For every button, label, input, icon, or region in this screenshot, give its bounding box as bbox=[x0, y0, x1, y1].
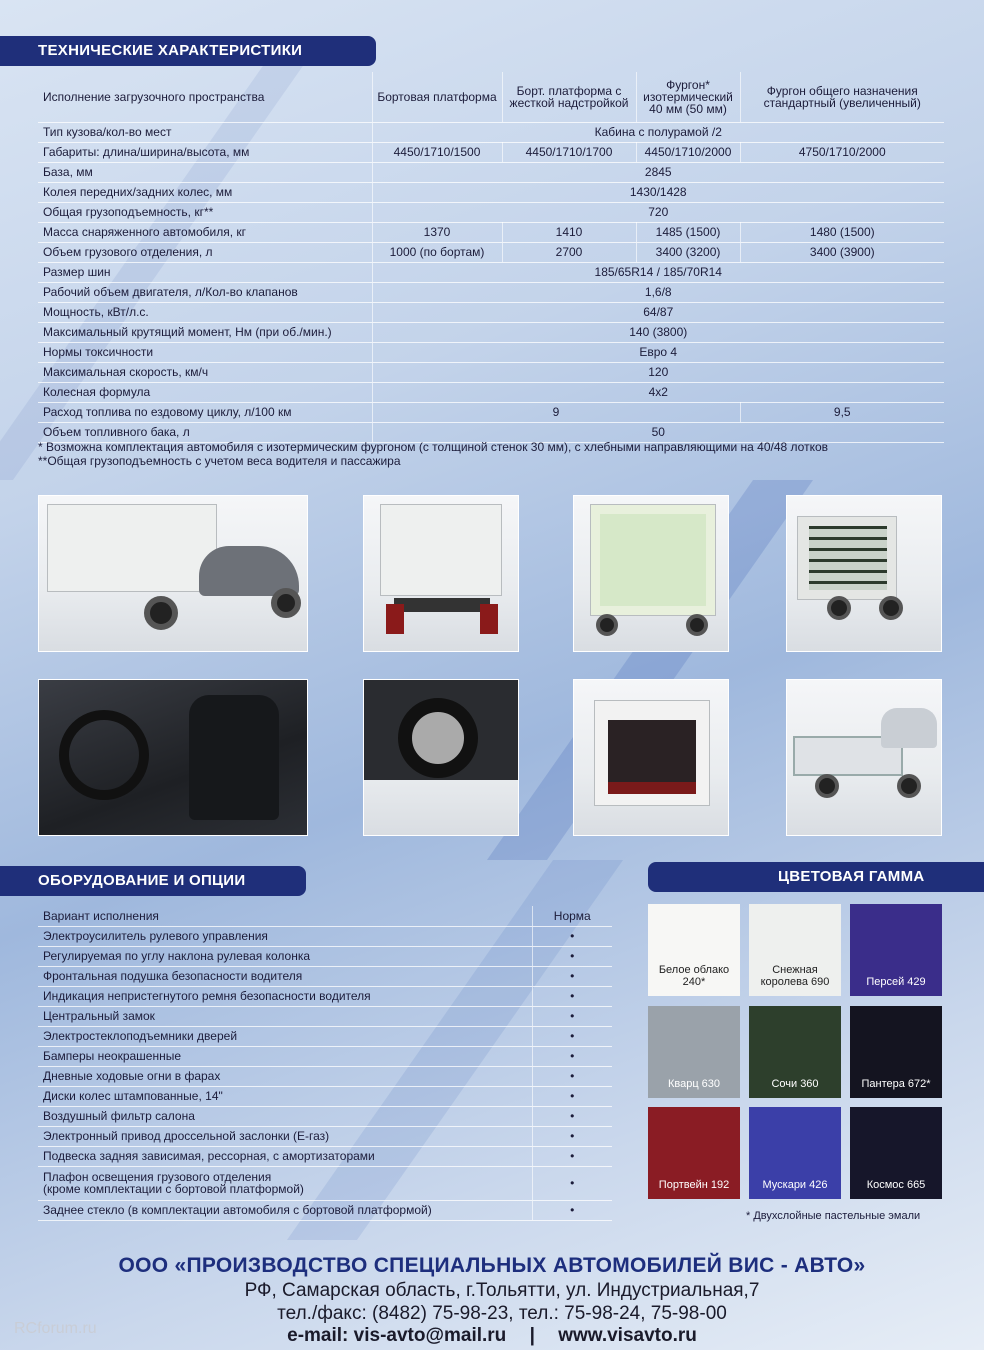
spec-value: 1485 (1500) bbox=[636, 222, 740, 242]
spec-label: Колея передних/задних колес, мм bbox=[38, 182, 372, 202]
footnote-capacity: **Общая грузоподъемность с учетом веса водителя и пассажира bbox=[38, 454, 401, 468]
photo-van-open bbox=[573, 495, 729, 652]
table-row bbox=[38, 282, 944, 302]
equipment-item-line1: Плафон освещения грузового отделения bbox=[43, 1170, 272, 1184]
table-row bbox=[38, 222, 944, 242]
color-swatch-label: Сочи 360 bbox=[771, 1078, 819, 1090]
spec-label: Расход топлива по ездовому циклу, л/100 км bbox=[38, 402, 372, 422]
table-row bbox=[38, 966, 612, 986]
standard-mark: • bbox=[532, 1166, 612, 1200]
spec-value: 1,6/8 bbox=[372, 282, 944, 302]
equipment-header-mark: Норма bbox=[532, 906, 612, 926]
color-swatch-label: Портвейн 192 bbox=[658, 1179, 730, 1191]
color-swatch-label: Персей 429 bbox=[866, 976, 926, 988]
spec-col-header: Фургон* изотермический 40 мм (50 мм) bbox=[636, 72, 740, 122]
table-row bbox=[38, 202, 944, 222]
table-row bbox=[38, 422, 944, 442]
equipment-item-line2: (кроме комплектации с бортовой платформой) bbox=[43, 1182, 304, 1196]
spec-value: 4450/1710/1500 bbox=[372, 142, 502, 162]
spec-label: Максимальная скорость, км/ч bbox=[38, 362, 372, 382]
spec-value: 1430/1428 bbox=[372, 182, 944, 202]
equipment-item: Заднее стекло (в комплектации автомобиля с бортовой платформой) bbox=[38, 1200, 532, 1220]
color-swatch bbox=[749, 1107, 841, 1199]
spec-label: Максимальный крутящий момент, Нм (при об./мин.) bbox=[38, 322, 372, 342]
spec-value: 2700 bbox=[502, 242, 636, 262]
color-swatch-label: Белое облако 240* bbox=[658, 964, 730, 988]
spec-value: 4x2 bbox=[372, 382, 944, 402]
photo-van-side bbox=[38, 495, 308, 652]
equipment-item: Бамперы неокрашенные bbox=[38, 1046, 532, 1066]
table-row bbox=[38, 926, 612, 946]
website-link[interactable]: www.visavto.ru bbox=[558, 1325, 697, 1346]
photo-van-racks bbox=[786, 495, 942, 652]
spec-label: Масса снаряженного автомобиля, кг bbox=[38, 222, 372, 242]
standard-mark: • bbox=[532, 986, 612, 1006]
spec-value: 64/87 bbox=[372, 302, 944, 322]
table-row bbox=[38, 122, 944, 142]
spec-label: Габариты: длина/ширина/высота, мм bbox=[38, 142, 372, 162]
spec-value: 185/65R14 / 185/70R14 bbox=[372, 262, 944, 282]
table-row bbox=[38, 262, 944, 282]
spec-label: Мощность, кВт/л.с. bbox=[38, 302, 372, 322]
photo-spare-wheel bbox=[363, 679, 519, 836]
equipment-item: Подвеска задняя зависимая, рессорная, с амортизаторами bbox=[38, 1146, 532, 1166]
spec-value: 50 bbox=[372, 422, 944, 442]
color-swatch-label: Космос 665 bbox=[866, 1179, 926, 1191]
standard-mark: • bbox=[532, 1126, 612, 1146]
company-address: РФ, Самарская область, г.Тольятти, ул. Индустриальная,7 bbox=[244, 1280, 760, 1301]
spec-value: 2845 bbox=[372, 162, 944, 182]
spec-header-label: Исполнение загрузочного пространства bbox=[38, 72, 372, 122]
spec-value: 1370 bbox=[372, 222, 502, 242]
email-link[interactable]: e-mail: vis-avto@mail.ru bbox=[287, 1325, 507, 1346]
contacts-line bbox=[0, 1325, 984, 1347]
standard-mark: • bbox=[532, 1106, 612, 1126]
photo-flatbed bbox=[786, 679, 942, 836]
equipment-table bbox=[38, 906, 612, 1221]
equipment-item: Фронтальная подушка безопасности водителя bbox=[38, 966, 532, 986]
spec-label: Объем грузового отделения, л bbox=[38, 242, 372, 262]
table-row bbox=[38, 302, 944, 322]
spec-value: 9 bbox=[372, 402, 740, 422]
standard-mark: • bbox=[532, 1146, 612, 1166]
spec-value: Евро 4 bbox=[372, 342, 944, 362]
spec-value: 120 bbox=[372, 362, 944, 382]
table-row bbox=[38, 1166, 612, 1200]
table-row bbox=[38, 1126, 612, 1146]
equipment-item bbox=[38, 1166, 532, 1200]
table-row bbox=[38, 402, 944, 422]
spec-label: Объем топливного бака, л bbox=[38, 422, 372, 442]
contacts-separator: | bbox=[529, 1325, 535, 1346]
table-row bbox=[38, 242, 944, 262]
photo-van-rear bbox=[363, 495, 519, 652]
table-row bbox=[38, 142, 944, 162]
tech-section-header: ТЕХНИЧЕСКИЕ ХАРАКТЕРИСТИКИ bbox=[0, 36, 376, 66]
equipment-item: Электроусилитель рулевого управления bbox=[38, 926, 532, 946]
table-row bbox=[38, 1006, 612, 1026]
table-row bbox=[38, 1046, 612, 1066]
standard-mark: • bbox=[532, 1006, 612, 1026]
table-row bbox=[38, 182, 944, 202]
spec-col-header: Фургон общего назначения стандартный (увеличенный) bbox=[740, 72, 944, 122]
color-swatch-label: Мускари 426 bbox=[762, 1179, 828, 1191]
spec-value: 140 (3800) bbox=[372, 322, 944, 342]
color-swatch bbox=[648, 1107, 740, 1199]
equipment-header-label: Вариант исполнения bbox=[38, 906, 532, 926]
spec-label: Колесная формула bbox=[38, 382, 372, 402]
spec-value: 9,5 bbox=[740, 402, 944, 422]
spec-label: База, мм bbox=[38, 162, 372, 182]
spec-value: 1410 bbox=[502, 222, 636, 242]
table-row bbox=[38, 1026, 612, 1046]
table-row bbox=[38, 986, 612, 1006]
tech-spec-table bbox=[38, 72, 944, 443]
table-row bbox=[38, 946, 612, 966]
standard-mark: • bbox=[532, 1086, 612, 1106]
standard-mark: • bbox=[532, 1046, 612, 1066]
standard-mark: • bbox=[532, 946, 612, 966]
table-row bbox=[38, 362, 944, 382]
footnote-isothermal: * Возможна комплектация автомобиля с изотермическим фургоном (с толщиной стенок 30 мм), с хлебными направляющими на 40/48 лотков bbox=[38, 440, 829, 454]
spec-col-header: Бортовая платформа bbox=[372, 72, 502, 122]
standard-mark: • bbox=[532, 1026, 612, 1046]
spec-label: Нормы токсичности bbox=[38, 342, 372, 362]
colors-section-header: ЦВЕТОВАЯ ГАММА bbox=[648, 862, 984, 892]
spec-label: Общая грузоподъемность, кг** bbox=[38, 202, 372, 222]
equipment-item: Регулируемая по углу наклона рулевая колонка bbox=[38, 946, 532, 966]
color-swatch bbox=[850, 1107, 942, 1199]
color-swatch bbox=[648, 904, 740, 996]
color-swatch bbox=[749, 904, 841, 996]
spec-label: Тип кузова/кол-во мест bbox=[38, 122, 372, 142]
table-row bbox=[38, 322, 944, 342]
equipment-item: Диски колес штампованные, 14" bbox=[38, 1086, 532, 1106]
table-row bbox=[38, 1066, 612, 1086]
standard-mark: • bbox=[532, 966, 612, 986]
color-swatch-label: Кварц 630 bbox=[667, 1078, 721, 1090]
spec-value: 1000 (по бортам) bbox=[372, 242, 502, 262]
colors-footnote: * Двухслойные пастельные эмали bbox=[746, 1210, 921, 1222]
color-swatch-label: Снежная королева 690 bbox=[760, 964, 830, 988]
company-phones: тел./факс: (8482) 75-98-23, тел.: 75-98-24, 75-98-00 bbox=[277, 1303, 727, 1324]
spec-value: 4450/1710/1700 bbox=[502, 142, 636, 162]
table-row bbox=[38, 342, 944, 362]
standard-mark: • bbox=[532, 1066, 612, 1086]
equipment-item: Центральный замок bbox=[38, 1006, 532, 1026]
table-row bbox=[38, 1200, 612, 1220]
photo-interior bbox=[38, 679, 308, 836]
equipment-item: Электростеклоподъемники дверей bbox=[38, 1026, 532, 1046]
table-row bbox=[38, 382, 944, 402]
standard-mark: • bbox=[532, 926, 612, 946]
color-swatch-label: Пантера 672* bbox=[861, 1078, 931, 1090]
table-row bbox=[38, 162, 944, 182]
equipment-item: Дневные ходовые огни в фарах bbox=[38, 1066, 532, 1086]
spec-value: Кабина с полурамой /2 bbox=[372, 122, 944, 142]
color-swatch bbox=[749, 1006, 841, 1098]
standard-mark: • bbox=[532, 1200, 612, 1220]
equipment-item: Воздушный фильтр салона bbox=[38, 1106, 532, 1126]
table-row bbox=[38, 1146, 612, 1166]
spec-label: Размер шин bbox=[38, 262, 372, 282]
color-swatch bbox=[850, 904, 942, 996]
spec-value: 3400 (3900) bbox=[740, 242, 944, 262]
table-row bbox=[38, 1086, 612, 1106]
spec-value: 4450/1710/2000 bbox=[636, 142, 740, 162]
color-swatch bbox=[850, 1006, 942, 1098]
spec-label: Рабочий объем двигателя, л/Кол-во клапанов bbox=[38, 282, 372, 302]
spec-value: 720 bbox=[372, 202, 944, 222]
spec-value: 3400 (3200) bbox=[636, 242, 740, 262]
equipment-section-header: ОБОРУДОВАНИЕ И ОПЦИИ bbox=[0, 866, 306, 896]
spec-col-header: Борт. платформа с жесткой надстройкой bbox=[502, 72, 636, 122]
table-row bbox=[38, 72, 944, 122]
watermark: RCforum.ru bbox=[14, 1320, 97, 1337]
table-row bbox=[38, 1106, 612, 1126]
color-swatch bbox=[648, 1006, 740, 1098]
spec-value: 4750/1710/2000 bbox=[740, 142, 944, 162]
table-row bbox=[38, 906, 612, 926]
spec-value: 1480 (1500) bbox=[740, 222, 944, 242]
equipment-item: Электронный привод дроссельной заслонки (Е-газ) bbox=[38, 1126, 532, 1146]
photo-hardtop bbox=[573, 679, 729, 836]
company-name: ООО «ПРОИЗВОДСТВО СПЕЦИАЛЬНЫХ АВТОМОБИЛЕЙ ВИС - АВТО» bbox=[118, 1254, 866, 1277]
equipment-item: Индикация непристегнутого ремня безопасности водителя bbox=[38, 986, 532, 1006]
